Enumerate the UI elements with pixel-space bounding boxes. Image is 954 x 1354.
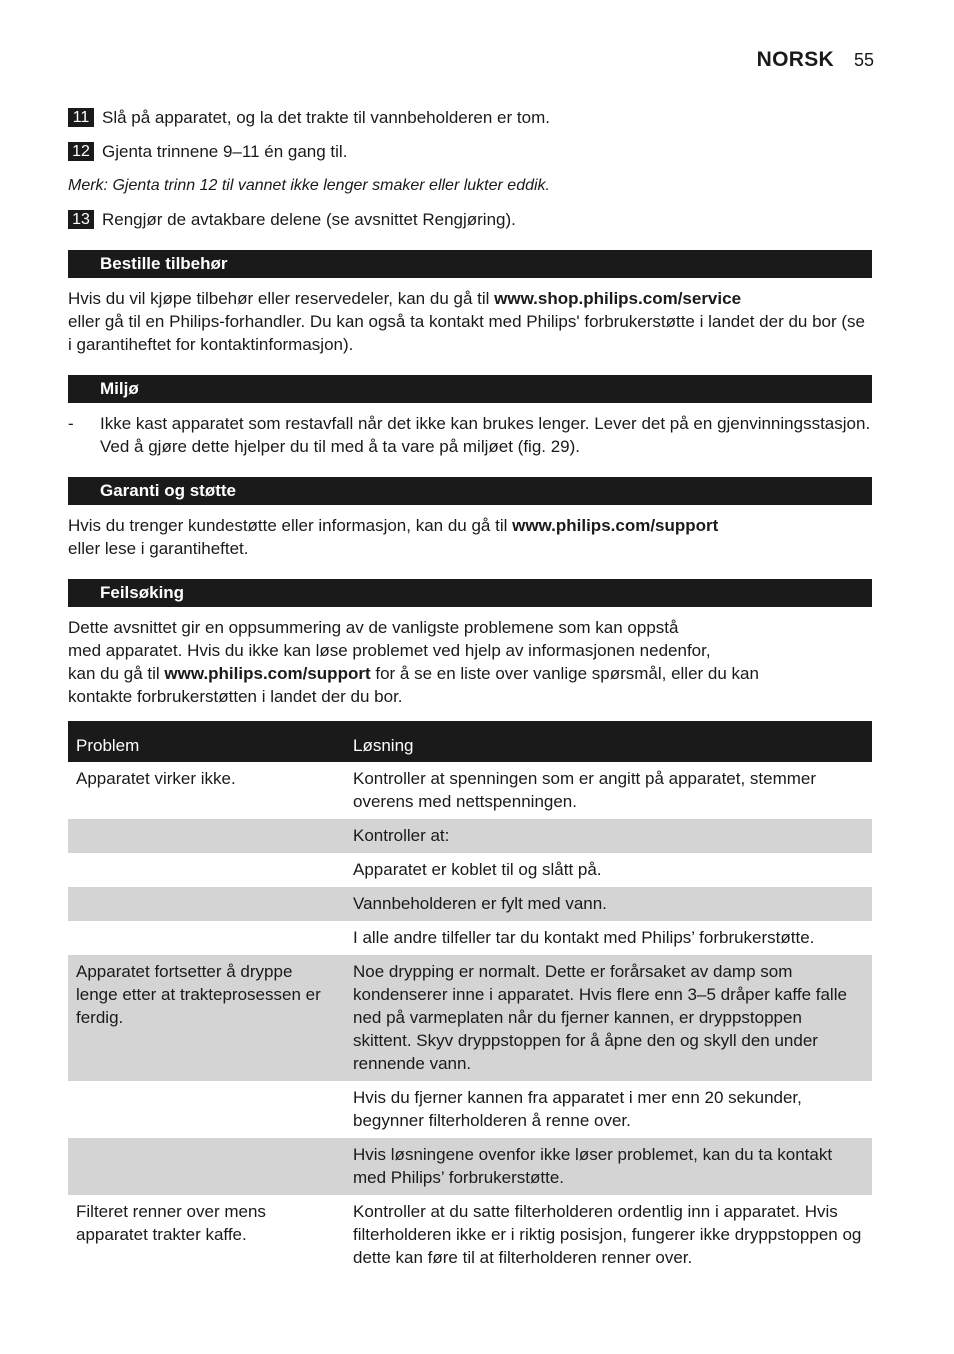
problem-cell	[68, 1138, 345, 1195]
accessories-link[interactable]: www.shop.philips.com/service	[494, 289, 742, 308]
table-row	[68, 955, 872, 1081]
troubleshooting-line-3-after: for å se en liste over vanlige spørsmål, eller du kan	[370, 664, 759, 683]
step-text: Gjenta trinnene 9–11 én gang til.	[102, 142, 348, 161]
solution-cell: Hvis løsningene ovenfor ikke løser problemet, kan du ta kontakt med Philips’ forbrukerstøtte.	[345, 1138, 872, 1195]
section-title-troubleshooting: Feilsøking	[68, 579, 872, 607]
solution-cell: Kontroller at:	[345, 819, 872, 853]
troubleshooting-line-4: kontakte forbrukerstøtten i landet der du bor.	[68, 687, 403, 706]
guarantee-text-before: Hvis du trenger kundestøtte eller informasjon, kan du gå til	[68, 516, 513, 535]
troubleshooting-support-link[interactable]: www.philips.com/support	[164, 664, 371, 683]
section-title-environment: Miljø	[68, 375, 872, 403]
table-row	[68, 762, 872, 819]
solution-cell: Kontroller at du satte filterholderen ordentlig inn i apparatet. Hvis filterholderen ikke er i riktig posisjon, fungerer ikke dryppstoppen og dette kan føre til at filterholderen renner over.	[353, 1202, 862, 1267]
support-link[interactable]: www.philips.com/support	[512, 516, 719, 535]
troubleshooting-line-1: Dette avsnittet gir en oppsummering av de vanligste problemene som kan oppstå	[68, 618, 679, 637]
guarantee-text	[68, 514, 872, 560]
solution-cell: Kontroller at spenningen som er angitt på apparatet, stemmer overens med nettspenningen.	[353, 769, 817, 811]
problem-cell	[68, 887, 345, 921]
bullet-dash: -	[68, 414, 74, 433]
guarantee-text-after: eller lese i garantiheftet.	[68, 539, 249, 558]
header-solution: Løsning	[345, 721, 872, 762]
step-number: 11	[68, 108, 94, 127]
language-label: NORSK	[756, 48, 834, 71]
problem-cell: Apparatet fortsetter å dryppe lenge etter at trakteprosessen er ferdig.	[68, 955, 345, 1081]
table-row	[68, 921, 872, 955]
step-text: Slå på apparatet, og la det trakte til vannbeholderen er tom.	[102, 108, 550, 127]
step-number: 12	[68, 142, 94, 161]
solution-cell: Hvis du fjerner kannen fra apparatet i mer enn 20 sekunder, begynner filterholderen å renne over.	[353, 1088, 802, 1130]
problem-cell	[68, 819, 345, 853]
table-row	[68, 819, 872, 853]
problem-cell	[68, 853, 345, 887]
section-title-guarantee: Garanti og støtte	[68, 477, 872, 505]
table-row	[68, 1081, 872, 1138]
solution-cell: Noe drypping er normalt. Dette er forårsaket av damp som kondenserer inne i apparatet. Hvis flere enn 3–5 dråper kaffe falle ned på varmeplaten når du fjerner kannen, er dryppstoppen skittent. Skyv dryppstoppen for å åpne den og skyll den under rennende vann.	[345, 955, 872, 1081]
step-13	[68, 208, 872, 231]
table-row	[68, 853, 872, 887]
table-row	[68, 1195, 872, 1275]
problem-cell: Apparatet virker ikke.	[76, 769, 236, 788]
environment-bullet	[68, 412, 872, 458]
accessories-text-after: eller gå til en Philips-forhandler. Du kan også ta kontakt med Philips' forbrukerstøtte i landet der du bor (se i garantiheftet for kontaktinformasjon).	[68, 312, 865, 354]
troubleshooting-line-2: med apparatet. Hvis du ikke kan løse problemet ved hjelp av informasjonen nedenfor,	[68, 641, 711, 660]
troubleshooting-line-3-before: kan du gå til	[68, 664, 165, 683]
step-number: 13	[68, 210, 94, 229]
problem-cell	[68, 1081, 345, 1138]
note: Merk: Gjenta trinn 12 til vannet ikke lenger smaker eller lukter eddik.	[68, 177, 550, 194]
section-title-accessories: Bestille tilbehør	[68, 250, 872, 278]
troubleshooting-intro	[68, 616, 872, 708]
solution-cell: I alle andre tilfeller tar du kontakt med Philips’ forbrukerstøtte.	[353, 928, 815, 947]
page-header	[757, 48, 874, 72]
page-number: 55	[853, 50, 874, 70]
solution-cell: Apparatet er koblet til og slått på.	[353, 860, 602, 879]
table-row	[68, 1138, 872, 1195]
problem-cell	[68, 921, 345, 955]
accessories-text	[68, 287, 872, 356]
header-problem: Problem	[68, 721, 345, 762]
table-header-row	[68, 721, 872, 762]
troubleshooting-table	[68, 721, 872, 1275]
step-12	[68, 140, 872, 163]
step-text: Rengjør de avtakbare delene (se avsnittet Rengjøring).	[102, 210, 516, 229]
table-row	[68, 887, 872, 921]
accessories-text-before: Hvis du vil kjøpe tilbehør eller reservedeler, kan du gå til	[68, 289, 495, 308]
problem-cell: Filteret renner over mens apparatet trakter kaffe.	[76, 1202, 266, 1244]
page-content	[68, 106, 872, 1275]
step-11	[68, 106, 872, 129]
solution-cell: Vannbeholderen er fylt med vann.	[345, 887, 872, 921]
environment-bullet-text: Ikke kast apparatet som restavfall når det ikke kan brukes lenger. Lever det på en gjenvinningsstasjon. Ved å gjøre dette hjelper du til med å ta vare på miljøet (fig. 29).	[100, 414, 871, 456]
